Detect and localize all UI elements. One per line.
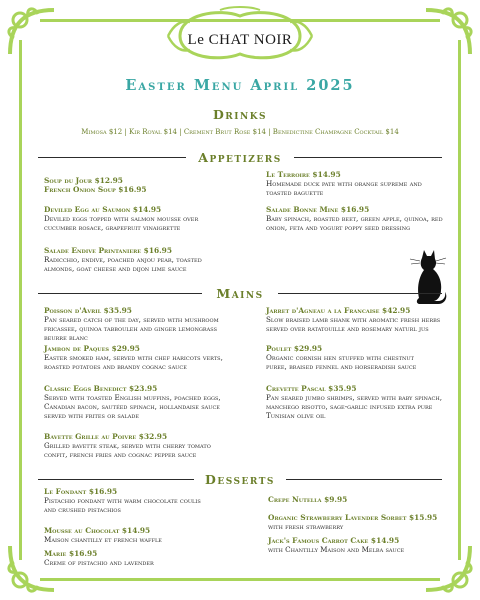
item-description: Grilled bavette steak, served with cherry tomato confit, french fries and cognac pepper sauce — [44, 441, 211, 459]
drinks-list: Mimosa $12 | Kir Royal $14 | Crement Brut Rose $14 | Benedictine Champagne Cocktail $14 — [81, 128, 399, 136]
item-name: Salade Endive Printaniere $16.95 — [44, 246, 172, 255]
section-drinks: Drinks — [212, 107, 268, 122]
item-description: Organic cornish hen stuffed with chestnut puree, braised fennel and horseradish sauce — [266, 353, 417, 371]
item-name: Crevette Pascal $35.95 — [266, 384, 357, 393]
menu-item — [44, 185, 244, 194]
menu-item — [266, 384, 446, 420]
item-name: Organic Strawberry Lavender Sorbet $15.95 — [268, 513, 438, 522]
divider-mains-right — [278, 293, 442, 294]
item-description: Deviled eggs topped with salmon mousse over cucumber rosace, grapefruit vinaigrette — [44, 214, 199, 232]
menu-item — [266, 306, 446, 333]
divider-desserts-right — [286, 479, 442, 480]
menu-item — [268, 495, 438, 504]
item-description: Creme of pistachio and lavender — [44, 558, 154, 567]
item-name: Poisson d'Avril $35.95 — [44, 306, 132, 315]
menu-item — [44, 384, 230, 420]
menu-item — [268, 513, 454, 531]
menu-item — [44, 306, 224, 342]
corner-ornament-top-right-icon — [420, 4, 476, 60]
logo-text: Le CHAT NOIR — [187, 32, 293, 48]
menu-item — [44, 526, 234, 544]
item-name: Deviled Egg au Saumon $14.95 — [44, 205, 162, 214]
corner-ornament-top-left-icon — [4, 4, 60, 60]
item-name: Jack's Famous Carrot Cake $14.95 — [268, 536, 400, 545]
item-name: French Onion Soup $16.95 — [44, 185, 147, 194]
section-desserts: Desserts — [205, 472, 275, 487]
menu-item — [44, 176, 244, 185]
menu-item — [44, 205, 219, 232]
item-description: Pan seared catch of the day, served with mushroom fricassee, quinoa tabbouleh and ginger lemongrass beurre blanc — [44, 315, 219, 342]
item-name: Crepe Nutella $9.95 — [268, 495, 348, 504]
item-name: Salade Bonne Mine $16.95 — [266, 205, 370, 214]
item-description: Easter smoked ham, served with chef haricots verts, roasted potatoes and brandy cognac sauce — [44, 353, 223, 371]
item-name: Jambon de Paques $29.95 — [44, 344, 140, 353]
menu-item — [44, 432, 220, 459]
item-name: Bavette Grille au Poivre $32.95 — [44, 432, 168, 441]
section-mains: Mains — [216, 286, 264, 301]
menu-item — [266, 205, 444, 232]
item-description: Maison chantilly et french waffle — [44, 535, 162, 544]
item-name: Classic Eggs Benedict $23.95 — [44, 384, 158, 393]
section-appetizers: Appetizers — [198, 150, 282, 165]
item-name: Soup du Jour $12.95 — [44, 176, 123, 185]
menu-item — [266, 344, 436, 371]
menu-item — [44, 246, 204, 273]
menu-item — [266, 170, 436, 197]
item-description: Homemade duck pate with orange supreme and toasted baguette — [266, 179, 422, 197]
menu-item — [44, 344, 224, 371]
item-description: Radicchio, endive, poached anjou pear, toasted almonds, goat cheese and dijon lime sauce — [44, 255, 202, 273]
item-description: with Chantilly Maison and Melba sauce — [268, 545, 405, 554]
item-name: Le Terroire $14.95 — [266, 170, 341, 179]
item-name: Jarret d'Agneau a la Francaise $42.95 — [266, 306, 411, 315]
item-description: with fresh strawberry — [268, 522, 344, 531]
item-name: Mousse au Chocolat $14.95 — [44, 526, 151, 535]
menu-item — [44, 549, 234, 567]
item-description: Baby spinach, roasted beet, green apple, quinoa, red onion, feta and yogurt poppy seed dressing — [266, 214, 443, 232]
item-name: Poulet $29.95 — [266, 344, 323, 353]
frame-bottom — [40, 578, 440, 581]
item-name: Le Fondant $16.95 — [44, 487, 118, 496]
item-description: Slow braised lamb shank with aromatic fresh herbs served over ratatouille and rosemary naturl jus — [266, 315, 441, 333]
item-name: Marie $16.95 — [44, 549, 98, 558]
menu-item — [44, 487, 214, 514]
menu-title: Easter Menu April 2025 — [125, 77, 355, 94]
menu-item — [268, 536, 444, 554]
divider-appetizers-right — [294, 157, 442, 158]
item-description: Pistachio fondant with warm chocolate coulis and crushed pistachios — [44, 496, 201, 514]
item-description: Pan seared jumbo shrimps, served with baby spinach, manchego risotto, sage-garlic infused extra pure Tunisian olive oil — [266, 393, 442, 420]
item-description: Served with toasted English muffins, poached eggs, Canadian bacon, sautéed spinach, hollandaise sauce served with frites or salade — [44, 393, 221, 420]
logo — [160, 6, 320, 64]
